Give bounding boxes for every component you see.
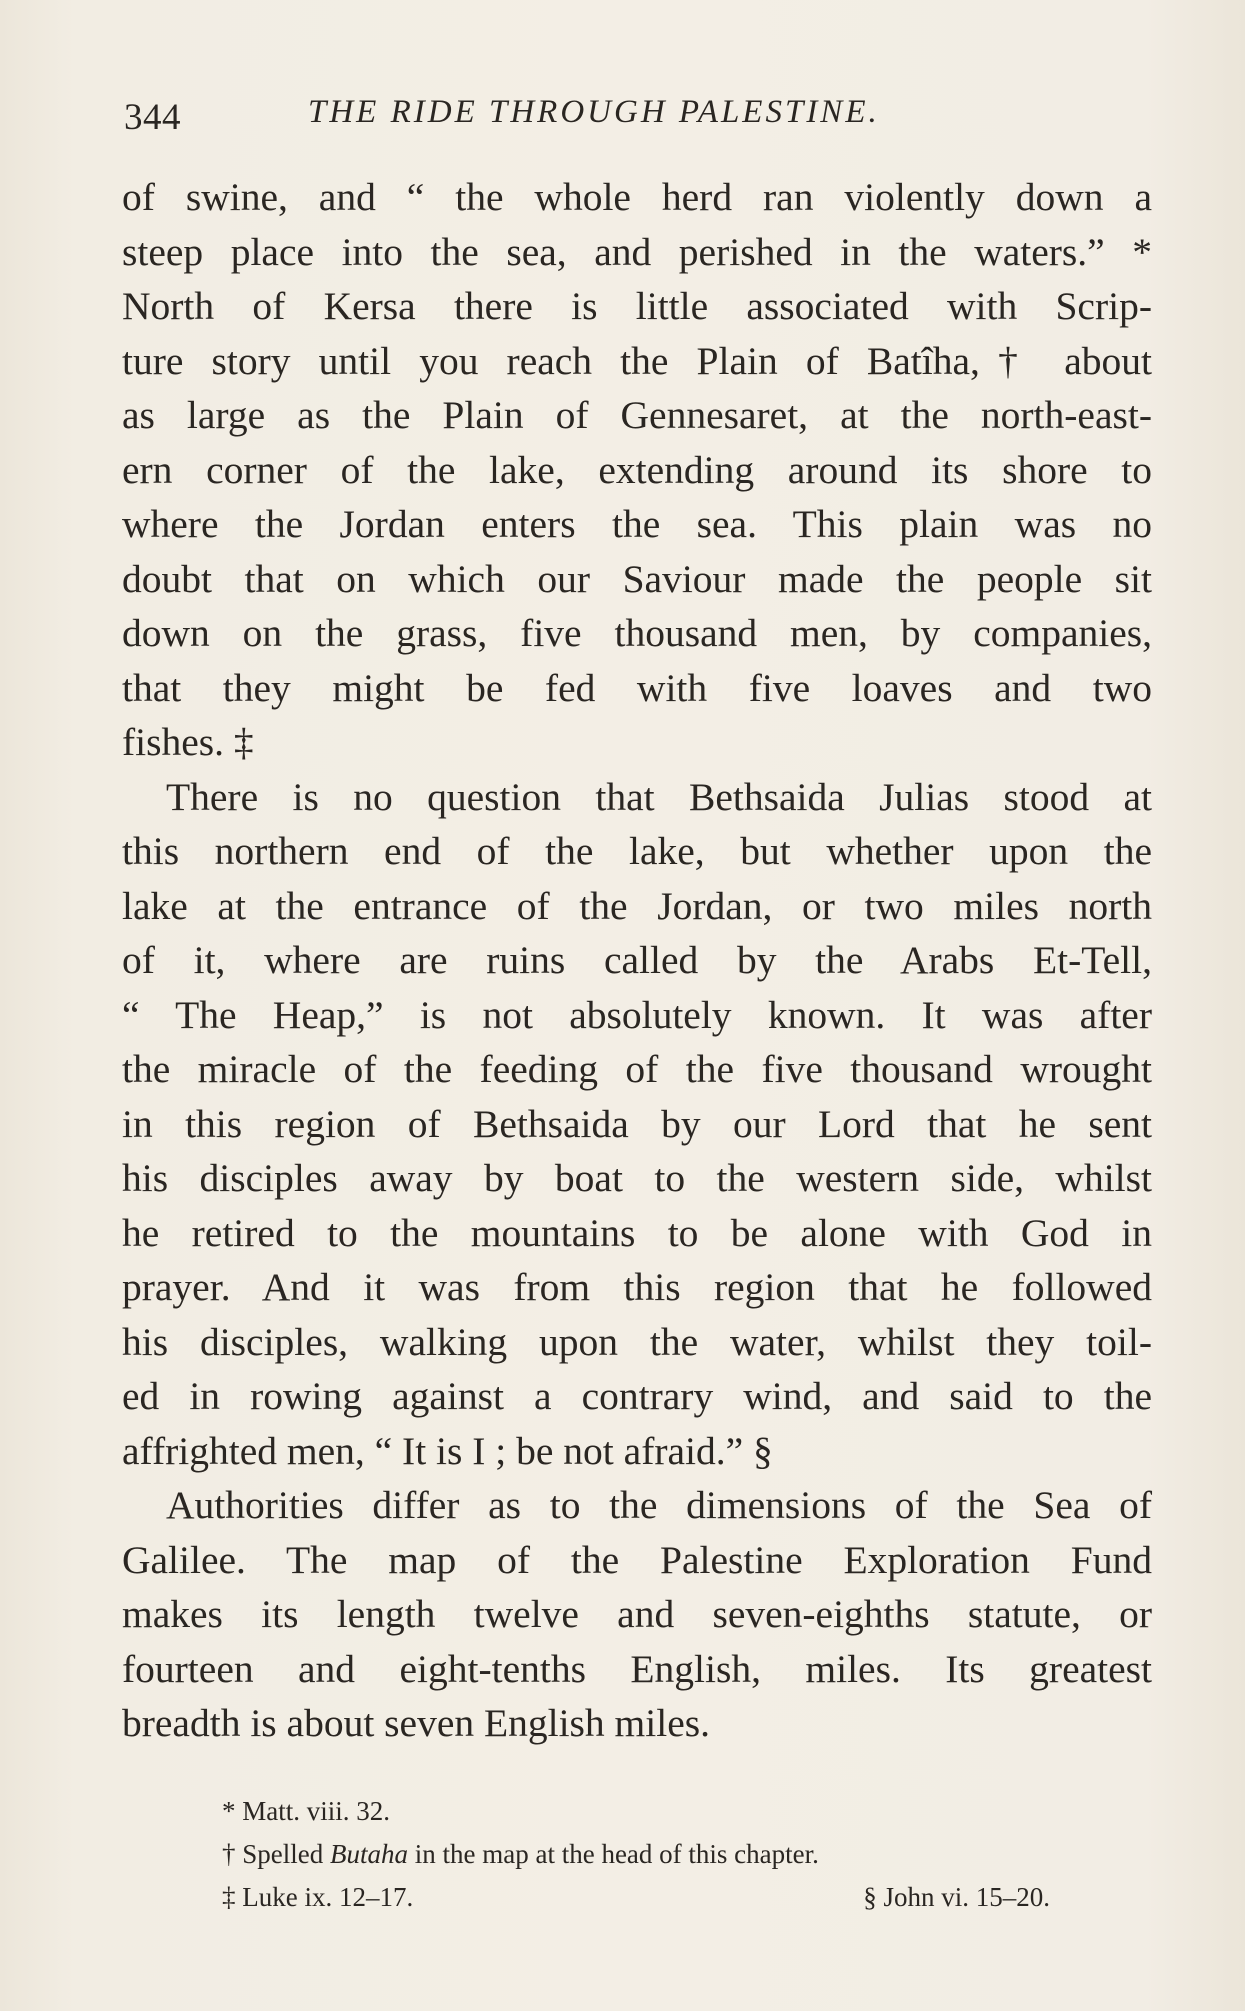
text-line: of swine, and “ the whole herd ran violently down a <box>122 175 1152 219</box>
text-line: Galilee. The map of the Palestine Exploration Fund <box>122 1537 1152 1582</box>
text-line: ture story until you reach the Plain of Batîha,† about <box>122 338 1152 383</box>
text-line: he retired to the mountains to be alone with God in <box>122 1210 1152 1255</box>
text-line: steep place into the sea, and perished in the waters.” * <box>122 229 1152 274</box>
footnote-2-suffix: in the map at the head of this chapter. <box>408 1839 819 1869</box>
text-line: that they might be fed with five loaves and two <box>122 665 1152 710</box>
paragraph-start-line: Authorities differ as to the dimensions of the Sea of <box>166 1483 1152 1527</box>
text-line: in this region of Bethsaida by our Lord that he sent <box>122 1101 1152 1146</box>
footnote-2-italic: Butaha <box>330 1839 408 1869</box>
footnote-1: * Matt. viii. 32. <box>222 1796 390 1826</box>
text-line: prayer. And it was from this region that he followed <box>122 1265 1152 1309</box>
body-text <box>122 170 1152 1751</box>
text-line: where the Jordan enters the sea. This plain was no <box>122 502 1152 546</box>
text-line: North of Kersa there is little associated with Scrip- <box>122 284 1152 328</box>
page-header <box>124 92 1124 142</box>
text-line: the miracle of the feeding of the five thousand wrought <box>122 1047 1152 1091</box>
text-line: affrighted men, “ It is I ; be not afraid.” § <box>122 1428 773 1473</box>
text-line: this northern end of the lake, but whether upon the <box>122 829 1152 873</box>
text-line: ern corner of the lake, extending around its shore to <box>122 447 1152 492</box>
text-line: lake at the entrance of the Jordan, or two miles north <box>122 883 1152 928</box>
text-line: breadth is about seven English miles. <box>122 1701 711 1745</box>
text-line: ed in rowing against a contrary wind, and said to the <box>122 1374 1152 1418</box>
page-number: 344 <box>124 97 181 138</box>
text-line: his disciples away by boat to the western side, whilst <box>122 1156 1152 1200</box>
paragraph-start-line: There is no question that Bethsaida Julias stood at <box>166 774 1152 819</box>
text-line: of it, where are ruins called by the Arabs Et-Tell, <box>122 938 1152 982</box>
footnote-row <box>222 1876 1050 1919</box>
text-line: “ The Heap,” is not absolutely known. It was after <box>122 992 1152 1037</box>
running-title: THE RIDE THROUGH PALESTINE. <box>308 94 880 130</box>
footnote-2-prefix: † Spelled <box>222 1839 330 1869</box>
text-line: down on the grass, five thousand men, by companies, <box>122 611 1152 655</box>
footnote-3: ‡ Luke ix. 12–17. <box>222 1882 414 1912</box>
footnotes <box>222 1790 1062 1919</box>
footnote-2 <box>222 1833 1062 1876</box>
text-line: fishes. ‡ <box>122 720 254 764</box>
text-line: makes its length twelve and seven-eighths statute, or <box>122 1592 1152 1636</box>
text-line: his disciples, walking upon the water, whilst they toil- <box>122 1319 1152 1364</box>
text-line: doubt that on which our Saviour made the people sit <box>122 556 1152 601</box>
footnote-4: § John vi. 15–20. <box>863 1882 1050 1912</box>
text-line: as large as the Plain of Gennesaret, at the north-east- <box>122 393 1152 437</box>
text-line: fourteen and eight-tenths English, miles. Its greatest <box>122 1646 1152 1691</box>
